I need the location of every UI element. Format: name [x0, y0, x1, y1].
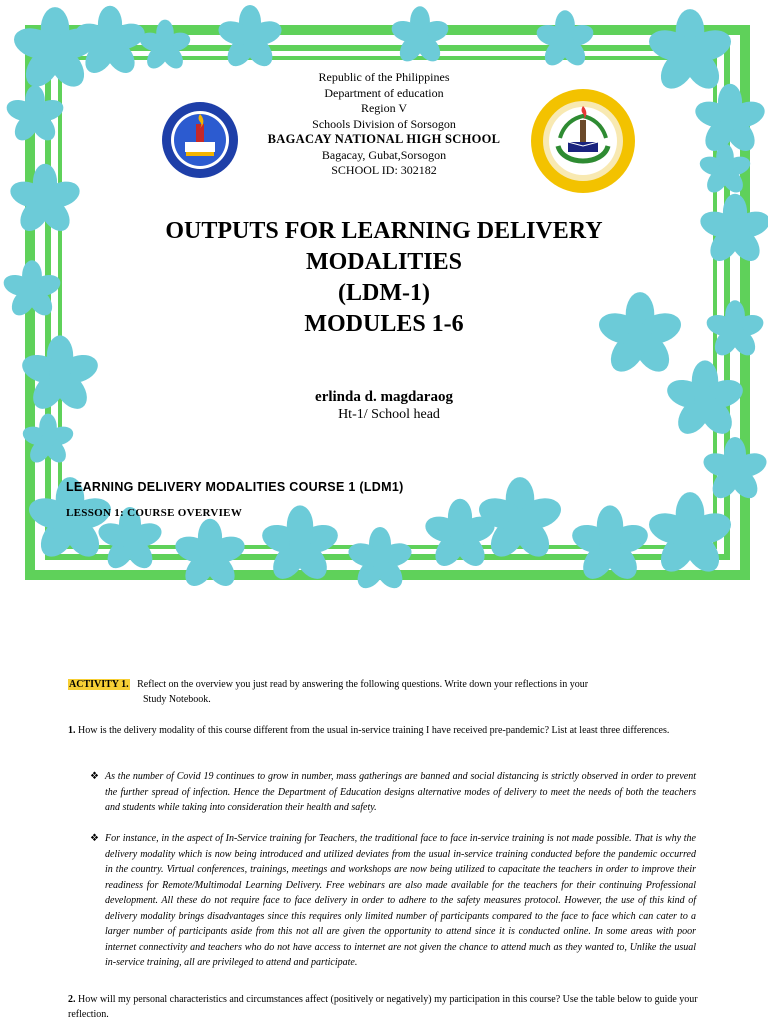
header-address: Bagacay, Gubat,Sorsogon [321, 147, 447, 162]
title-line-1: OUTPUTS FOR LEARNING DELIVERY [165, 218, 603, 244]
answer-bullet-1 [90, 769, 696, 816]
document-title [0, 216, 768, 340]
header-republic: Republic of the Philippines [318, 70, 450, 84]
answer-bullet-2-text: For instance, in the aspect of In-Service training for Teachers, the traditional face to face in-service training is not made possible. That is why the delivery modality which is now being introduced and utilized deviates from the usual in-service training conducted before the pandemic occurred in the country. Virtual conferences, trainings, meetings and workshops are now being utilized to capacitate the teachers in order to improve their readiness for Remote/Multimodal Learning Delivery. Free webinars are also made available for the teachers for their continuing Professional development. All these do not require face to face delivery in order to adhere to the safety measures protocol. However, the use of this kind of delivery modality brings disadvantages since this requires only limited number of participants compared to the face to face which can cater to a larger number of participants aside from this not all are given the opportunity to attend since it is conducted online. In some areas with poor internet connectivity and teachers who do not have access to internet are not given the chance to attend much as they wanted to, Unlike the usual in-service training, all are privileged to attend and participate. [105, 833, 696, 968]
author-role: Ht-1/ School head [338, 407, 440, 422]
answer-bullet-1-text: As the number of Covid 19 continues to grow in number, mass gatherings are banned and social distancing is strictly observed in order to prevent the further spread of infection. Hence the Department of Education designs alternative modes of delivery to meet the needs of both the teachers and students while taking into consideration their health and safety. [105, 771, 696, 813]
author-name: erlinda d. magdaraog [315, 389, 453, 405]
question-2-number: 2. [68, 994, 76, 1005]
diamond-bullet-icon: ❖ [90, 833, 99, 844]
course-title: LEARNING DELIVERY MODALITIES COURSE 1 (LDM1) [66, 480, 404, 494]
question-2 [68, 992, 700, 1022]
question-1-text: How is the delivery modality of this course different from the usual in-service training I have received pre-pandemic? List at least three differences. [78, 725, 670, 736]
header-department: Department of education [324, 85, 444, 100]
lesson-title: LESSON 1: COURSE OVERVIEW [66, 507, 243, 519]
author-block [0, 388, 768, 424]
school-header [0, 70, 768, 179]
activity-text-line-2: Study Notebook. [143, 694, 211, 705]
question-1 [68, 723, 700, 738]
header-region: Region V [360, 101, 408, 115]
activity-instructions [68, 677, 708, 707]
title-line-2: MODALITIES [305, 249, 463, 275]
question-2-text: How will my personal characteristics and circumstances affect (positively or negatively) my participation in this course? Use the table below to guide your reflection. [68, 994, 698, 1020]
question-1-number: 1. [68, 725, 76, 736]
title-line-4: MODULES 1-6 [304, 311, 464, 337]
header-school-name: BAGACAY NATIONAL HIGH SCHOOL [267, 132, 501, 146]
activity-label: ACTIVITY 1. [69, 679, 129, 690]
header-school-id: SCHOOL ID: 302182 [331, 163, 437, 177]
title-line-3: (LDM-1) [338, 280, 430, 306]
diamond-bullet-icon: ❖ [90, 771, 99, 782]
answer-bullet-2 [90, 831, 696, 971]
header-division: Schools Division of Sorsogon [312, 116, 456, 131]
activity-text-line-1: Reflect on the overview you just read by answering the following questions. Write down your reflections in your [137, 679, 589, 690]
